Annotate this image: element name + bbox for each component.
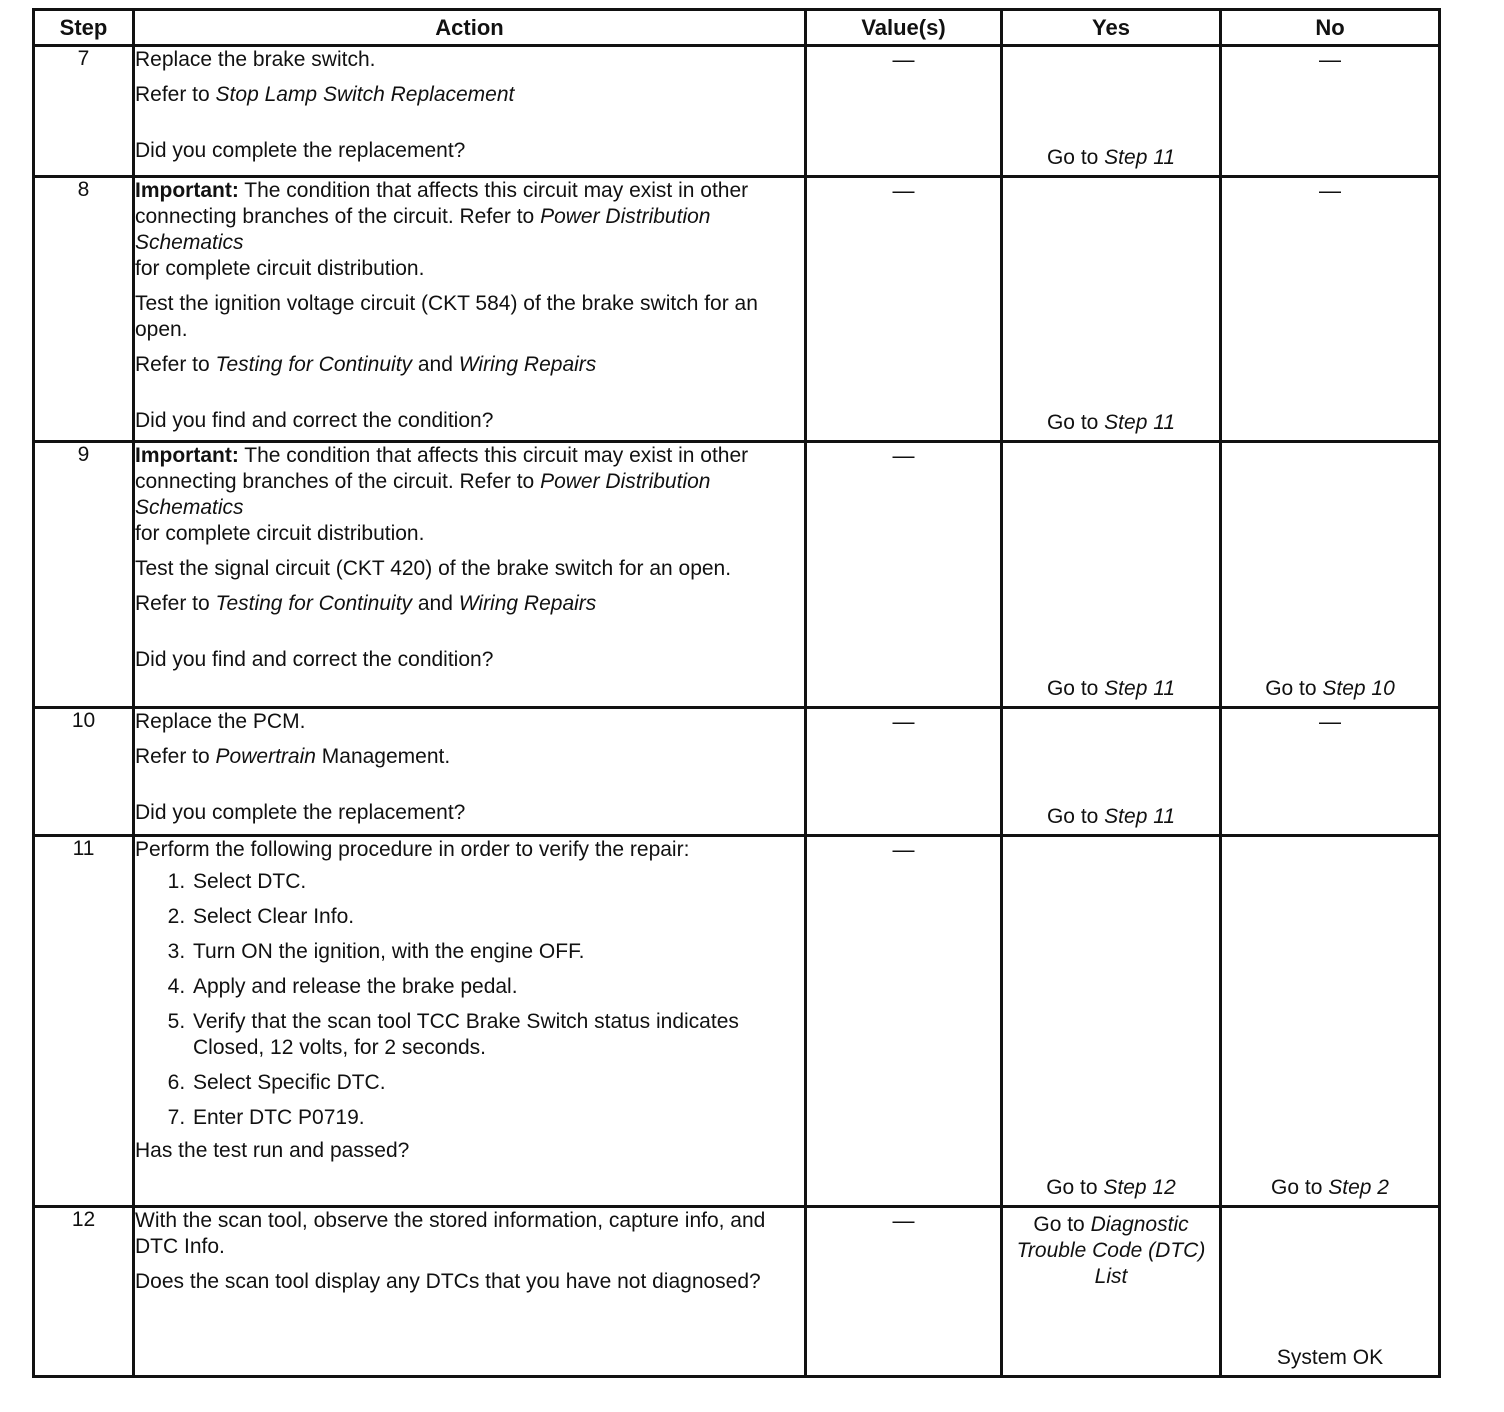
action-cell	[134, 177, 806, 442]
no-result: System OK	[1276, 1346, 1384, 1369]
action-reference: Refer to Stop Lamp Switch Replacement	[135, 83, 515, 106]
no-cell: —	[1221, 708, 1440, 836]
action-question: Did you find and correct the condition?	[135, 409, 494, 432]
yes-cell	[1002, 836, 1221, 1207]
no-cell	[1221, 442, 1440, 708]
action-question: Did you complete the replacement?	[135, 139, 466, 162]
list-item: 1. Select DTC.	[191, 869, 804, 895]
value-cell: —	[806, 708, 1002, 836]
no-cell: —	[1221, 46, 1440, 177]
yes-link[interactable]: Go to Step 11	[1046, 677, 1176, 700]
no-link[interactable]: Go to Step 2	[1271, 1176, 1389, 1199]
step-number: 7	[34, 46, 134, 177]
important-note: Important: The condition that affects this circuit may exist in other connecting branches of the circuit. Refer to Power Distribution Schematics	[135, 444, 749, 519]
table-row	[34, 46, 1440, 177]
yes-link[interactable]: Go to Step 11	[1046, 411, 1176, 434]
step-number: 10	[34, 708, 134, 836]
action-reference: Refer to Testing for Continuity and Wiring Repairs	[135, 592, 597, 615]
yes-cell	[1002, 1207, 1221, 1377]
step-number: 12	[34, 1207, 134, 1377]
table-row	[34, 1207, 1440, 1377]
yes-cell	[1002, 442, 1221, 708]
diagnostic-table	[32, 8, 1441, 1378]
procedure-list	[135, 869, 804, 1131]
action-question: Did you find and correct the condition?	[135, 648, 494, 671]
header-row	[34, 10, 1440, 46]
reference-link[interactable]: Powertrain	[215, 745, 316, 768]
yes-link[interactable]: Go to Step 11	[1046, 805, 1176, 828]
reference-link[interactable]: Testing for Continuity	[215, 353, 413, 376]
action-cell	[134, 46, 806, 177]
action-cell	[134, 836, 806, 1207]
action-text: Test the signal circuit (CKT 420) of the brake switch for an open.	[135, 557, 732, 580]
list-item: 4. Apply and release the brake pedal.	[191, 974, 804, 1000]
action-text: for complete circuit distribution.	[135, 522, 425, 545]
list-item: 2. Select Clear Info.	[191, 904, 804, 930]
value-cell: —	[806, 836, 1002, 1207]
header-action: Action	[134, 10, 806, 46]
header-step: Step	[34, 10, 134, 46]
list-item: 3. Turn ON the ignition, with the engine OFF.	[191, 939, 804, 965]
header-yes: Yes	[1002, 10, 1221, 46]
action-cell	[134, 1207, 806, 1377]
reference-link[interactable]: Stop Lamp Switch Replacement	[215, 83, 515, 106]
step-number: 8	[34, 177, 134, 442]
action-reference: Refer to Powertrain Management.	[135, 745, 451, 768]
table-row	[34, 177, 1440, 442]
value-cell: —	[806, 442, 1002, 708]
header-values: Value(s)	[806, 10, 1002, 46]
no-cell	[1221, 1207, 1440, 1377]
action-reference: Refer to Testing for Continuity and Wiring Repairs	[135, 353, 597, 376]
table-row	[34, 836, 1440, 1207]
action-text: Replace the PCM.	[135, 710, 306, 733]
yes-link[interactable]: Go to Step 11	[1046, 146, 1176, 169]
value-cell: —	[806, 46, 1002, 177]
header-no: No	[1221, 10, 1440, 46]
list-item: 6. Select Specific DTC.	[191, 1070, 804, 1096]
action-cell	[134, 708, 806, 836]
no-link[interactable]: Go to Step 10	[1265, 677, 1395, 700]
action-question: Does the scan tool display any DTCs that you have not diagnosed?	[135, 1270, 761, 1293]
action-text: Perform the following procedure in order to verify the repair:	[135, 838, 690, 861]
yes-cell	[1002, 177, 1221, 442]
table-row	[34, 708, 1440, 836]
value-cell: —	[806, 177, 1002, 442]
yes-link[interactable]: Go to Diagnostic Trouble Code (DTC) List	[1016, 1213, 1206, 1288]
step-number: 9	[34, 442, 134, 708]
yes-cell	[1002, 46, 1221, 177]
no-cell: —	[1221, 177, 1440, 442]
value-cell: —	[806, 1207, 1002, 1377]
action-cell	[134, 442, 806, 708]
reference-link[interactable]: Wiring Repairs	[458, 592, 597, 615]
list-item: 5. Verify that the scan tool TCC Brake Switch status indicates Closed, 12 volts, for 2 seconds.	[191, 1009, 804, 1061]
no-cell	[1221, 836, 1440, 1207]
reference-link[interactable]: Power Distribution Schematics	[135, 470, 711, 519]
reference-link[interactable]: Wiring Repairs	[458, 353, 597, 376]
step-number: 11	[34, 836, 134, 1207]
yes-cell	[1002, 708, 1221, 836]
reference-link[interactable]: Power Distribution Schematics	[135, 205, 711, 254]
action-text: With the scan tool, observe the stored information, capture info, and DTC Info.	[135, 1209, 766, 1258]
list-item: 7. Enter DTC P0719.	[191, 1105, 804, 1131]
action-text: for complete circuit distribution.	[135, 257, 425, 280]
action-text: Replace the brake switch.	[135, 48, 376, 71]
action-question: Did you complete the replacement?	[135, 801, 466, 824]
action-question: Has the test run and passed?	[135, 1139, 410, 1162]
reference-link[interactable]: Testing for Continuity	[215, 592, 413, 615]
important-note: Important: The condition that affects this circuit may exist in other connecting branches of the circuit. Refer to Power Distribution Schematics	[135, 179, 749, 254]
action-text: Test the ignition voltage circuit (CKT 584) of the brake switch for an open.	[135, 292, 758, 341]
yes-link[interactable]: Go to Step 12	[1046, 1176, 1176, 1199]
table-row	[34, 442, 1440, 708]
